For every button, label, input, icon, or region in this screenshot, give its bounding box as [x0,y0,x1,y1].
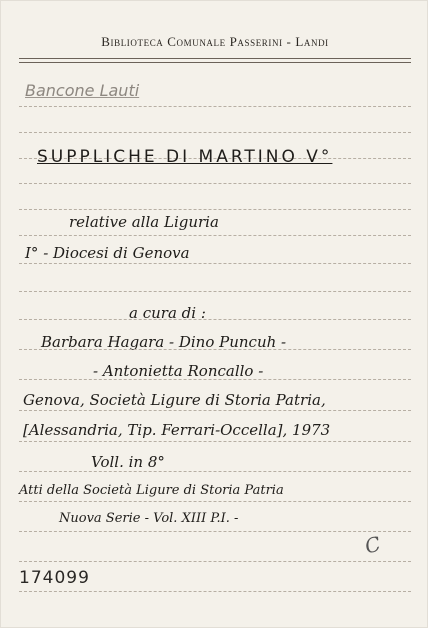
ruled-line [19,531,411,532]
ruled-line [19,379,411,380]
ruled-line [19,501,411,502]
series-line-1: Atti della Società Ligure di Storia Patria [19,483,284,498]
series-line-2: Nuova Serie - Vol. XIII P.I. - [59,511,239,526]
ruled-line [19,471,411,472]
ruled-line [19,209,411,210]
subtitle-1: relative alla Liguria [69,213,219,231]
catalog-number: 174099 [19,568,90,588]
format-line: Voll. in 8° [91,453,165,471]
imprint-line-1: Genova, Società Ligure di Storia Patria, [23,391,326,409]
ruled-line [19,132,411,133]
pencil-mark: C [362,531,384,559]
imprint-line-2: [Alessandria, Tip. Ferrari-Occella], 1973 [23,421,331,439]
editors-line-2: - Antonietta Roncallo - [93,362,264,380]
header-rule-top [19,58,411,59]
subtitle-2: I° - Diocesi di Genova [25,244,190,262]
ruled-line [19,441,411,442]
ruled-line [19,183,411,184]
library-header: Biblioteca Comunale Passerini - Landi [101,34,329,49]
ruled-line [19,235,411,236]
ruled-line [19,410,411,411]
ruled-line [19,263,411,264]
ruled-line [19,106,411,107]
ruled-line [19,591,411,592]
editors-intro: a cura di : [129,304,206,322]
ruled-line [19,561,411,562]
ruled-line [19,291,411,292]
header-rule-bottom [19,62,411,63]
pencil-note: Bancone Lauti [25,81,140,100]
editors-line-1: Barbara Hagara - Dino Puncuh - [41,333,287,351]
title: SUPPLICHE DI MARTINO V° [37,147,333,167]
ruled-line [19,319,411,320]
ruled-line [19,349,411,350]
